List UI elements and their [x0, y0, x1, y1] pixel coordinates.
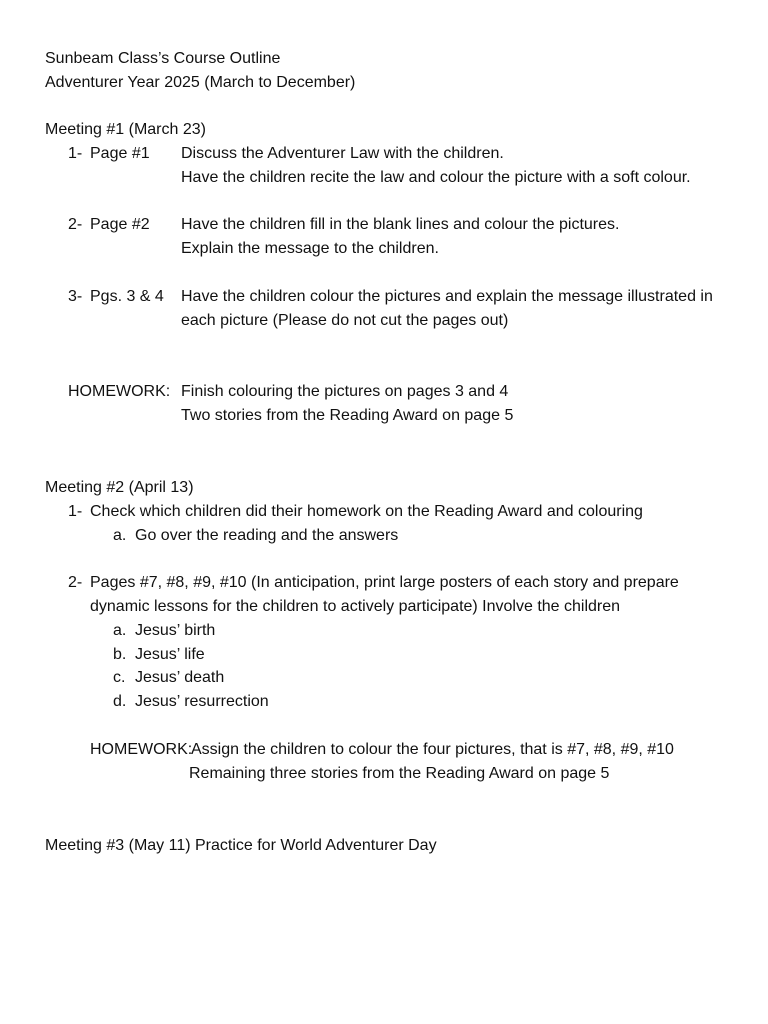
- meeting-2-item-1-subitem-a-letter: a.: [113, 527, 127, 544]
- meeting-2-item-2-subitem-b-letter: b.: [113, 646, 127, 663]
- meeting-1-item-1-number: 1-: [68, 145, 83, 162]
- meeting-2-item-2-subitem-a-letter: a.: [113, 622, 127, 639]
- meeting-2-item-2-subitem-a-text: Jesus’ birth: [135, 622, 216, 639]
- meeting-2-item-2-subitem-d-letter: d.: [113, 693, 127, 710]
- meeting-2-item-2-subitem-b-text: Jesus’ life: [135, 646, 205, 663]
- meeting-1-item-3-number: 3-: [68, 288, 83, 305]
- meeting-2-item-2-number: 2-: [68, 574, 83, 591]
- meeting-1-homework-line-2: Two stories from the Reading Award on page 5: [181, 407, 514, 424]
- meeting-2-homework-line-1: Assign the children to colour the four pictures, that is #7, #8, #9, #10: [191, 741, 674, 758]
- meeting-1-item-2-number: 2-: [68, 216, 83, 233]
- meeting-2-item-2-subitem-c-letter: c.: [113, 669, 126, 686]
- meeting-2-homework-label: HOMEWORK:: [90, 741, 193, 758]
- meeting-1-item-2-line-1: Have the children fill in the blank lines and colour the pictures.: [181, 216, 620, 233]
- meeting-1-heading: Meeting #1 (March 23): [45, 121, 206, 138]
- meeting-1-item-2-page: Page #2: [90, 216, 150, 233]
- meeting-1-homework-line-1: Finish colouring the pictures on pages 3 and 4: [181, 383, 509, 400]
- meeting-3-heading: Meeting #3 (May 11) Practice for World Adventurer Day: [45, 837, 437, 854]
- meeting-1-item-3-page: Pgs. 3 & 4: [90, 288, 164, 305]
- meeting-1-item-3-line-2: each picture (Please do not cut the pages out): [181, 312, 509, 329]
- document-title: Sunbeam Class’s Course Outline: [45, 50, 281, 67]
- meeting-2-item-2-line-2: dynamic lessons for the children to actively participate) Involve the children: [90, 598, 621, 615]
- meeting-2-item-2-subitem-d-text: Jesus’ resurrection: [135, 693, 269, 710]
- meeting-1-item-1-page: Page #1: [90, 145, 150, 162]
- meeting-2-heading: Meeting #2 (April 13): [45, 479, 194, 496]
- meeting-1-item-1-line-2: Have the children recite the law and colour the picture with a soft colour.: [181, 169, 691, 186]
- meeting-2-item-1-subitem-a-text: Go over the reading and the answers: [135, 527, 399, 544]
- meeting-1-homework-label: HOMEWORK:: [68, 383, 171, 400]
- meeting-1-item-2-line-2: Explain the message to the children.: [181, 240, 439, 257]
- meeting-2-item-2-line-1: Pages #7, #8, #9, #10 (In anticipation, print large posters of each story and prepare: [90, 574, 679, 591]
- meeting-1-item-3-line-1: Have the children colour the pictures and explain the message illustrated in: [181, 288, 713, 305]
- meeting-2-homework-line-2: Remaining three stories from the Reading Award on page 5: [189, 765, 610, 782]
- meeting-2-item-2-subitem-c-text: Jesus’ death: [135, 669, 225, 686]
- meeting-2-item-1-number: 1-: [68, 503, 83, 520]
- meeting-2-item-1-text: Check which children did their homework on the Reading Award and colouring: [90, 503, 643, 520]
- meeting-1-item-1-line-1: Discuss the Adventurer Law with the children.: [181, 145, 504, 162]
- document-subtitle: Adventurer Year 2025 (March to December): [45, 74, 356, 91]
